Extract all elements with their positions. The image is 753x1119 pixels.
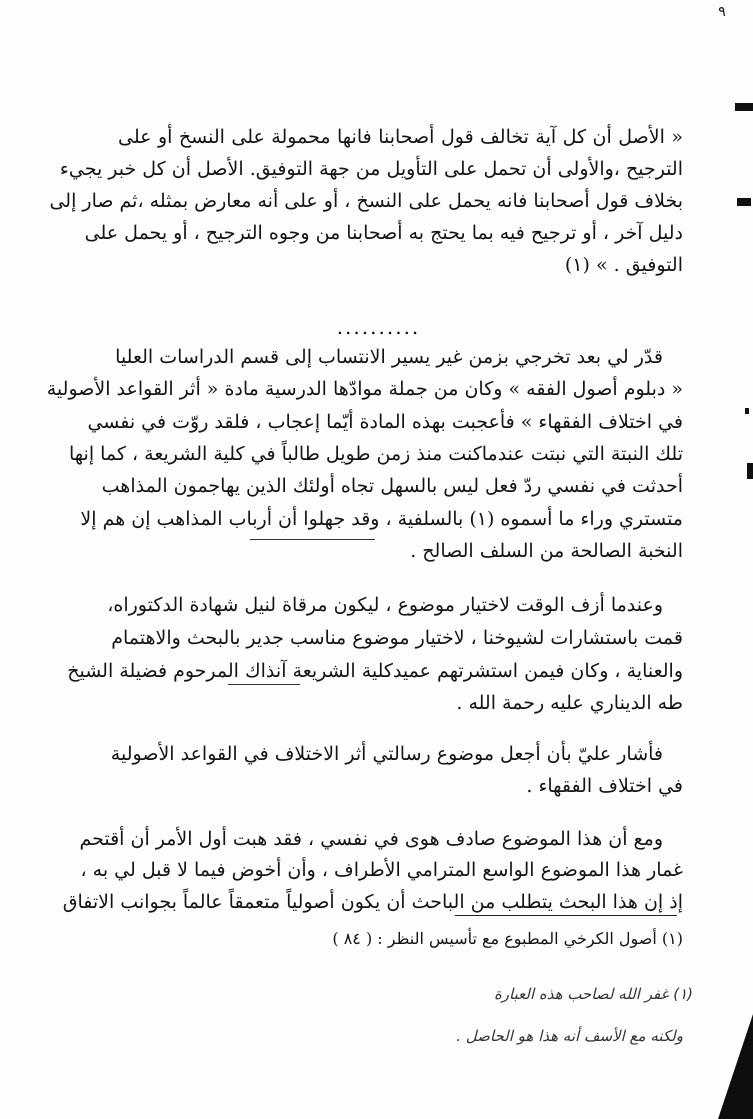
paragraph-line: وعندما أزف الوقت لاختيار موضوع ، ليكون مرقاة لنيل شهادة الدكتوراه،: [107, 594, 663, 616]
pen-underline: [250, 539, 375, 540]
paragraph-line: أحدثت في نفسي ردّ فعل ليس بالسهل تجاه أولئك الذين يهاجمون المذاهب: [101, 475, 683, 497]
paragraph-line: النخبة الصالحة من السلف الصالح .: [410, 540, 683, 562]
section-separator: ..........: [336, 315, 421, 339]
paragraph-line: فأشار عليّ بأن أجعل موضوع رسالتي أثر الاختلاف في القواعد الأصولية: [110, 743, 663, 765]
scan-edge-mark: [745, 408, 749, 414]
quote-line: التوفيق . » (١): [564, 254, 683, 276]
quote-line: بخلاف قول أصحابنا فانه يحمل على النسخ ، أو على أنه معارض بمثله ،ثم صار إلى: [49, 190, 683, 212]
page-number: ٩: [718, 4, 726, 20]
paragraph-line: غمار هذا الموضوع الواسع المترامي الأطراف ، وأن أخوض فيما لا قبل لي به ،: [80, 859, 683, 881]
paragraph-line: قمت باستشارات لشيوخنا ، لاختيار موضوع مناسب جدير بالبحث والاهتمام: [111, 627, 683, 649]
paragraph-line: في اختلاف الفقهاء .: [526, 775, 683, 797]
paragraph-line: « دبلوم أصول الفقه » وكان من جملة موادّها الدرسية مادة « أثر القواعد الأصولية: [46, 378, 683, 400]
quote-line: دليل آخر ، أو ترجيح فيه بما يحتج به أصحابنا من وجوه الترجيح ، أو يحمل على: [84, 222, 683, 244]
quote-line: « الأصل أن كل آية تخالف قول أصحابنا فانها محمولة على النسخ أو على: [118, 126, 683, 148]
scan-edge-mark: [735, 103, 753, 111]
scan-corner-shadow: [718, 1014, 753, 1119]
paragraph-line: طه الديناري عليه رحمة الله .: [456, 692, 683, 714]
pen-underline: [228, 684, 300, 685]
paragraph-line: ومع أن هذا الموضوع صادف هوى في نفسي ، فقد هبت أول الأمر أن أقتحم: [79, 828, 663, 850]
paragraph-line: قدّر لي بعد تخرجي بزمن غير يسير الانتساب إلى قسم الدراسات العليا: [115, 346, 663, 368]
footnote-rule: [455, 915, 677, 916]
footnote: (١) أصول الكرخي المطبوع مع تأسيس النظر : ( ٨٤ ): [332, 929, 683, 948]
scan-edge-mark: [747, 463, 753, 479]
handwritten-note-line: ولكنه مع الأسف أنه هذا هو الحاصل .: [456, 1027, 683, 1045]
paragraph-line: متستري وراء ما أسموه (١) بالسلفية ، وقد جهلوا أن أرباب المذاهب إن هم إلا: [80, 508, 683, 530]
scan-edge-mark: [737, 198, 751, 206]
handwritten-note-line: (١) غفر الله لصاحب هذه العبارة: [493, 985, 693, 1003]
paragraph-line: تلك النبتة التي نبتت عندماكنت منذ زمن طويل طالباً في كلية الشريعة ، كما إنها: [68, 443, 683, 465]
paragraph-line: في اختلاف الفقهاء » فأعجبت بهذه المادة أيّما إعجاب ، فلقد روّت في نفسي: [87, 411, 683, 433]
paragraph-line: والعناية ، وكان فيمن استشرتهم عميدكلية الشريعة آنذاك المرحوم فضيلة الشيخ: [67, 660, 683, 682]
paragraph-line: إذ إن هذا البحث يتطلب من الباحث أن يكون أصولياً متعمقاً عالماً بجوانب الاتفاق: [62, 891, 683, 913]
quote-line: الترجيح ،والأولى أن تحمل على التأويل من جهة التوفيق. الأصل أن كل خبر يجيء: [59, 158, 683, 180]
